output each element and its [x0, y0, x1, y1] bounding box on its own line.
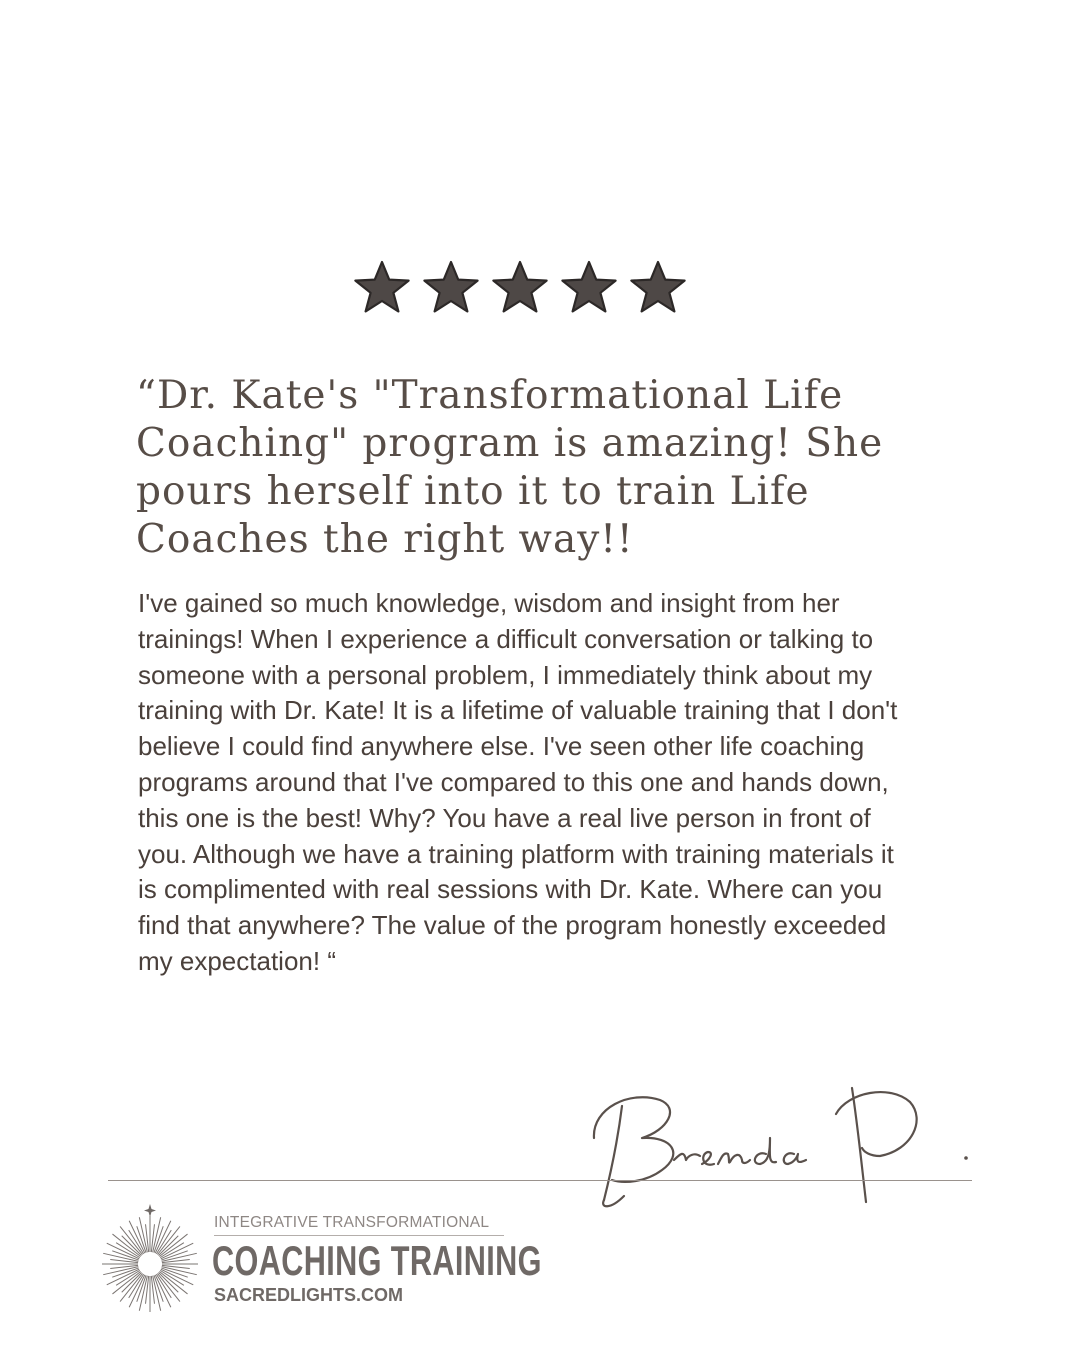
star-icon: [559, 259, 619, 319]
signature: [590, 1068, 990, 1228]
star-icon: [352, 259, 412, 319]
testimonial-body: I've gained so much knowledge, wisdom and insight from her trainings! When I experience a difficult conversation or talking to someone with a personal problem, I immediately think about my training with Dr. Kate! It is a lifetime of valuable training that I don't believe I could find anywhere else. I've seen other life coaching programs around that I've compared to this one and hands down, this one is the best! Why? You have a real live person in front of you. Although we have a training platform with training materials it is complimented with real sessions with Dr. Kate. Where can you find that anywhere? The value of the program honestly exceeded my expectation! “: [138, 588, 898, 976]
star-rating: [352, 258, 688, 320]
star-icon: [421, 259, 481, 319]
sunburst-icon: [98, 1202, 210, 1314]
brand-name: COACHING TRAINING: [212, 1237, 542, 1284]
brand-tagline: INTEGRATIVE TRANSFORMATIONAL: [214, 1214, 490, 1231]
divider: [108, 1180, 972, 1181]
testimonial-headline: “Dr. Kate's "Transformational Life Coaching" program is amazing! She pours herself into it to train Life Coaches the right way!!: [136, 373, 884, 562]
star-icon: [490, 259, 550, 319]
brand-url: SACREDLIGHTS.COM: [214, 1285, 403, 1305]
star-icon: [628, 259, 688, 319]
